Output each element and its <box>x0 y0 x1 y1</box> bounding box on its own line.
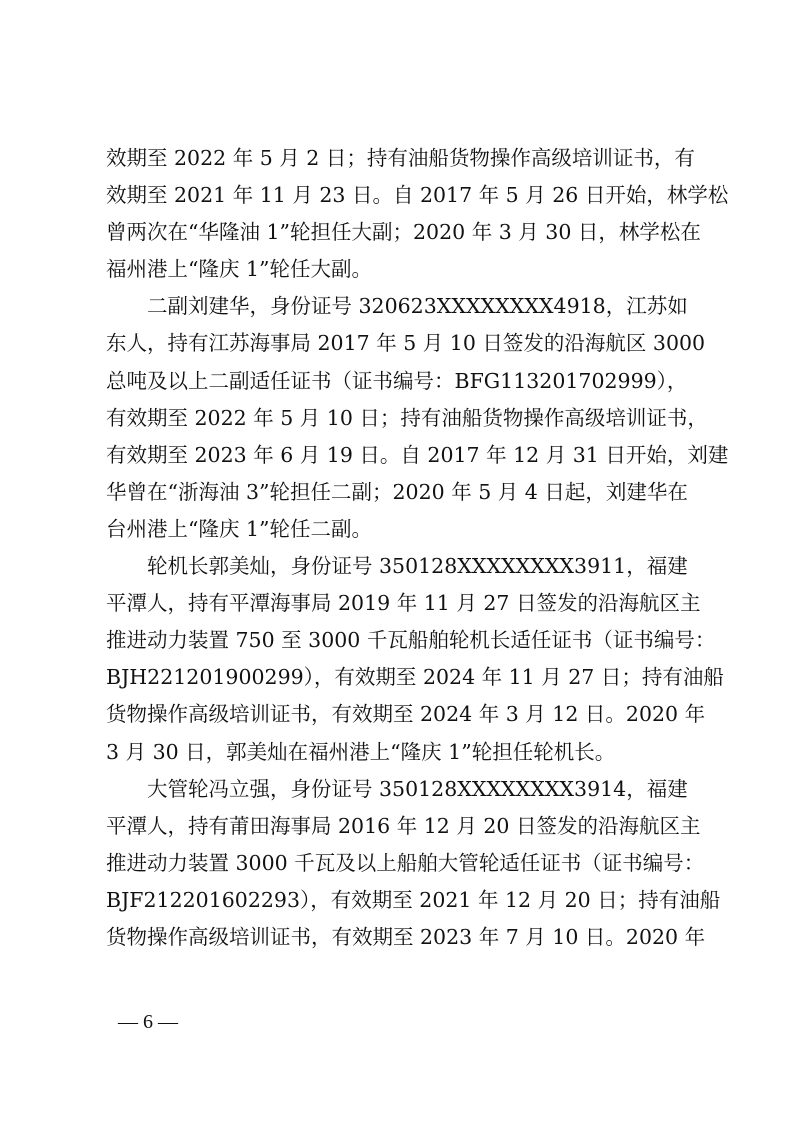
text-line: 二副刘建华，身份证号 320623XXXXXXXX4918，江苏如 <box>147 294 688 319</box>
text-line: 东人，持有江苏海事局 2017 年 5 月 10 日签发的沿海航区 3000 <box>106 331 706 356</box>
text-line: 福州港上“隆庆 1”轮任大副。 <box>106 257 373 282</box>
text-line: 货物操作高级培训证书，有效期至 2024 年 3 月 12 日。2020 年 <box>106 702 706 727</box>
paragraph <box>106 140 729 288</box>
text-line: BJH221201900299），有效期至 2024 年 11 月 27 日；持有油船 <box>106 665 724 690</box>
text-line: 推进动力装置 3000 千瓦及以上船舶大管轮适任证书（证书编号： <box>106 850 705 875</box>
paragraph <box>106 548 724 771</box>
text-line: 有效期至 2023 年 6 月 19 日。自 2017 年 12 月 31 日开始，刘建 <box>106 442 729 467</box>
text-line: 推进动力装置 750 至 3000 千瓦船舶轮机长适任证书（证书编号： <box>106 628 716 653</box>
paragraph <box>106 288 729 548</box>
text-line: 效期至 2022 年 5 月 2 日；持有油船货物操作高级培训证书，有 <box>106 146 695 170</box>
text-line: 效期至 2021 年 11 月 23 日。自 2017 年 5 月 26 日开始，林学松 <box>106 183 729 208</box>
body-text <box>106 140 729 956</box>
text-line: 有效期至 2022 年 5 月 10 日；持有油船货物操作高级培训证书， <box>106 405 708 430</box>
text-line: 平潭人，持有莆田海事局 2016 年 12 月 20 日签发的沿海航区主 <box>106 813 701 838</box>
text-line: 总吨及以上二副适任证书（证书编号：BFG113201702999）， <box>106 368 688 393</box>
text-line: 台州港上“隆庆 1”轮任二副。 <box>106 516 373 541</box>
text-line: 曾两次在“华隆油 1”轮担任大副；2020 年 3 月 30 日，林学松在 <box>106 220 701 245</box>
text-line: 3 月 30 日，郭美灿在福州港上“隆庆 1”轮担任轮机长。 <box>106 739 616 764</box>
page-number: — 6 — <box>118 1011 178 1033</box>
text-line: BJF212201602293），有效期至 2021 年 12 月 20 日；持有油船 <box>106 887 721 912</box>
text-line: 大管轮冯立强，身份证号 350128XXXXXXXX3914，福建 <box>147 776 688 801</box>
text-line: 货物操作高级培训证书，有效期至 2023 年 7 月 10 日。2020 年 <box>106 924 706 949</box>
text-line: 轮机长郭美灿，身份证号 350128XXXXXXXX3911，福建 <box>147 554 688 579</box>
paragraph <box>106 771 721 956</box>
text-line: 华曾在“浙海油 3”轮担任二副；2020 年 5 月 4 日起，刘建华在 <box>106 479 688 504</box>
text-line: 平潭人，持有平潭海事局 2019 年 11 月 27 日签发的沿海航区主 <box>106 591 701 616</box>
